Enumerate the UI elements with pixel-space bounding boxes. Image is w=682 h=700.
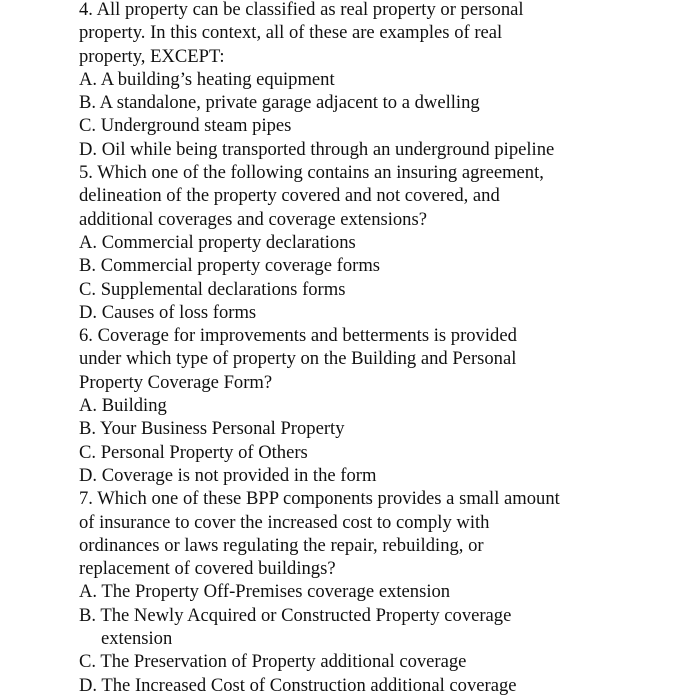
question-5-stem-line-1: 5. Which one of the following contains an insuring agreement,: [79, 162, 544, 184]
question-7-option-b-continued: extension: [101, 628, 173, 650]
question-7-stem-line-3: ordinances or laws regulating the repair, rebuilding, or: [79, 534, 484, 556]
question-4-option-b: B. A standalone, private garage adjacent to a dwelling: [79, 92, 480, 114]
question-5-option-a: A. Commercial property declarations: [79, 231, 356, 253]
question-6-stem-line-1: 6. Coverage for improvements and betterments is provided: [79, 325, 517, 347]
question-6: [79, 324, 669, 487]
question-4-option-d: D. Oil while being transported through an underground pipeline: [79, 138, 555, 160]
question-7-option-c: C. The Preservation of Property additional coverage: [79, 651, 467, 673]
question-7-stem-line-4: replacement of covered buildings?: [79, 558, 336, 580]
question-6-option-b: B. Your Business Personal Property: [79, 418, 345, 440]
question-4-option-c: C. Underground steam pipes: [79, 115, 292, 137]
question-4-stem-line-3: property, EXCEPT:: [79, 45, 225, 67]
question-7-stem-line-1: 7. Which one of these BPP components provides a small amount: [79, 488, 560, 510]
question-4-option-a: A. A building’s heating equipment: [79, 68, 335, 90]
question-7: [79, 487, 669, 697]
question-5: [79, 161, 669, 324]
question-5-option-d: D. Causes of loss forms: [79, 301, 257, 323]
question-5-stem-line-2: delineation of the property covered and not covered, and: [79, 185, 500, 207]
question-7-stem-line-2: of insurance to cover the increased cost to comply with: [79, 511, 490, 533]
question-6-stem-line-3: Property Coverage Form?: [79, 371, 273, 393]
question-7-option-b: B. The Newly Acquired or Constructed Property coverage: [79, 604, 512, 626]
question-6-stem-line-2: under which type of property on the Building and Personal: [79, 348, 517, 370]
question-6-option-a: A. Building: [79, 395, 167, 417]
question-5-stem-line-3: additional coverages and coverage extensions?: [79, 208, 427, 230]
question-5-option-c: C. Supplemental declarations forms: [79, 278, 346, 300]
question-7-option-a: A. The Property Off-Premises coverage extension: [79, 581, 451, 603]
question-document: [79, 0, 669, 697]
question-6-option-c: C. Personal Property of Others: [79, 441, 308, 463]
question-4-stem-line-2: property. In this context, all of these are examples of real: [79, 22, 503, 44]
question-4: [79, 0, 669, 161]
question-5-option-b: B. Commercial property coverage forms: [79, 255, 381, 277]
question-6-option-d: D. Coverage is not provided in the form: [79, 464, 377, 486]
question-7-option-d: D. The Increased Cost of Construction additional coverage: [79, 674, 517, 696]
question-4-stem-line-1: 4. All property can be classified as real property or personal: [79, 0, 524, 20]
